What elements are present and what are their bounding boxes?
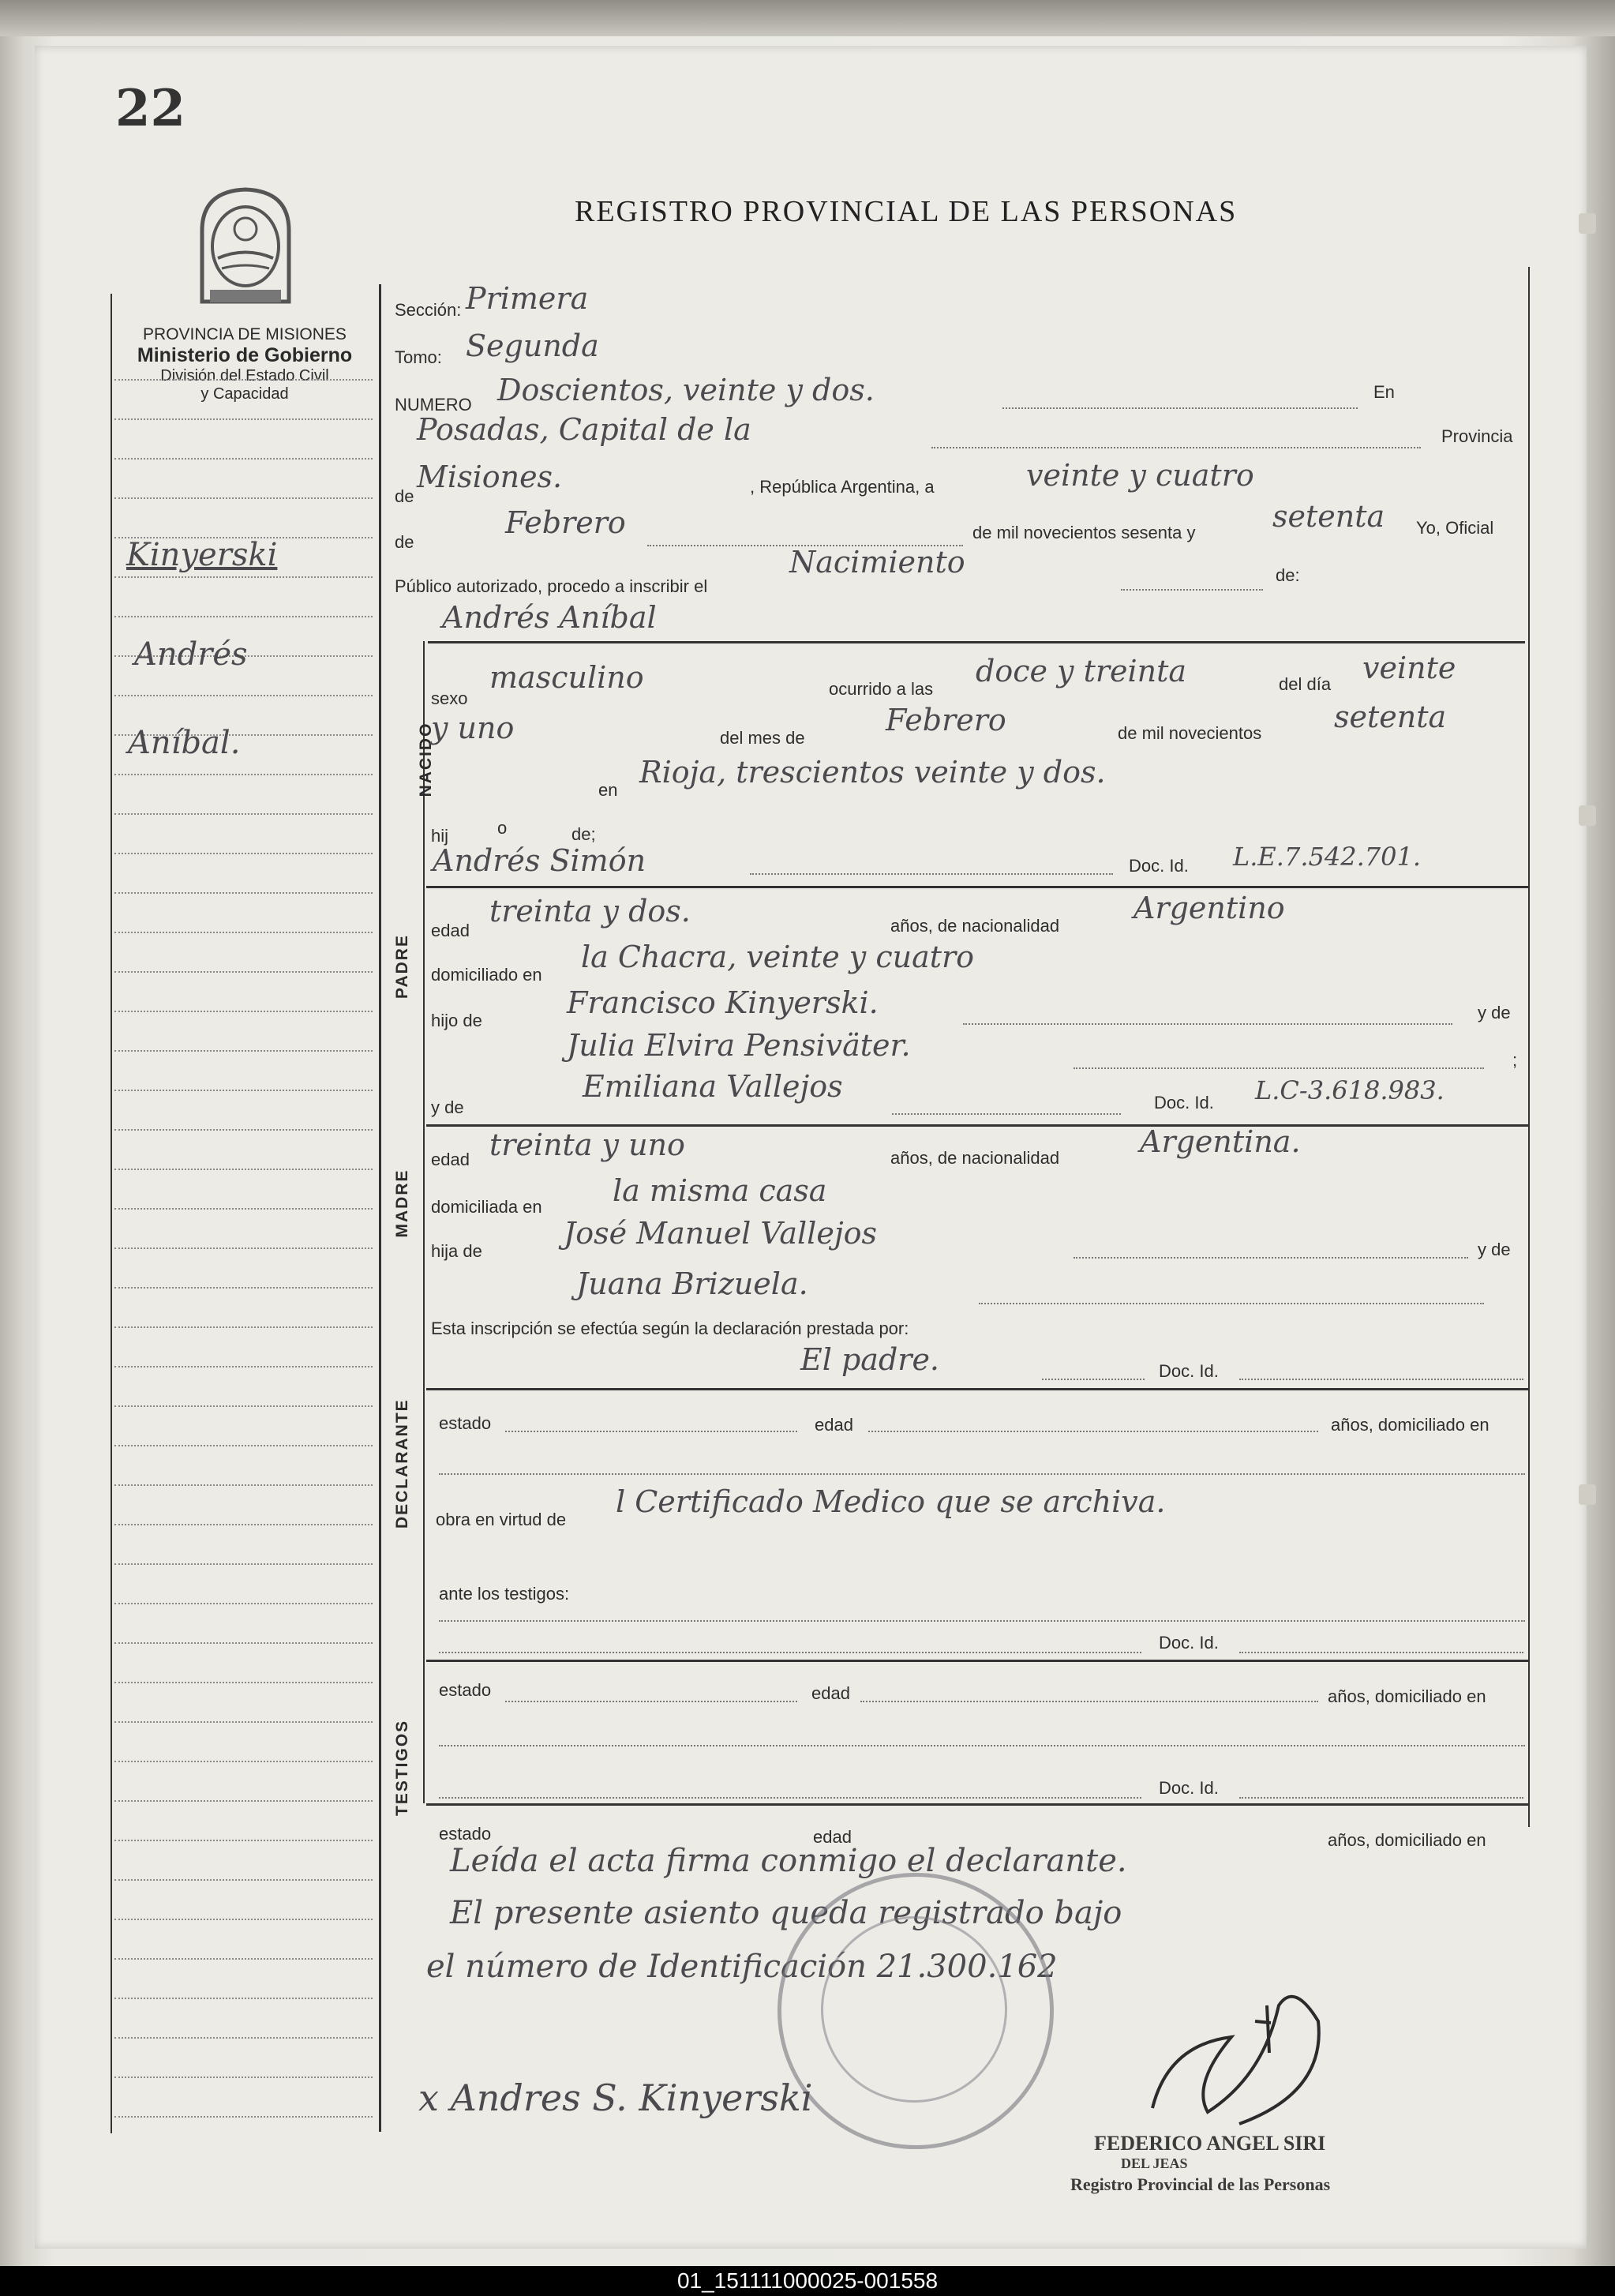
hijo-de-label: de; (571, 824, 596, 844)
margin-right-border (379, 284, 381, 2132)
dia-inscripcion: veinte y cuatro (1026, 458, 1254, 493)
padre-doc-value: L.E.7.542.701. (1233, 842, 1421, 872)
tomo-value: Segunda (466, 328, 599, 363)
testigo2-estado-label: estado (439, 1824, 492, 1844)
madre-y-de-label: y de (431, 1097, 464, 1117)
del-dia-label: del día (1279, 674, 1332, 694)
margin-name-2: Aníbal. (128, 725, 241, 761)
declarante-edad-label: edad (815, 1415, 853, 1435)
margin-ruled-line (114, 1169, 373, 1170)
de-colon-label: de: (1276, 565, 1300, 585)
margin-ruled-line (114, 1761, 373, 1762)
testigo1-doc-label: Doc. Id. (1159, 1633, 1219, 1653)
official-signature (1137, 1974, 1350, 2132)
declarante-anios-label: años, domiciliado en (1331, 1415, 1489, 1435)
madre-y-de-label-2: y de (1478, 1240, 1511, 1259)
declarante-obra-value: l Certificado Medico que se archiva. (616, 1484, 1166, 1519)
en-lugar-label: en (598, 780, 618, 800)
mes-label: del mes de (720, 728, 805, 748)
madre-domicilio: la misma casa (613, 1173, 827, 1208)
margin-ruled-line (114, 379, 373, 381)
margin-ruled-line (114, 853, 373, 854)
sexo-label: sexo (431, 688, 468, 708)
registry-seal-inner (821, 1916, 1007, 2103)
binding-stitch (1579, 213, 1596, 234)
official-registry: Registro Provincial de las Personas (1070, 2174, 1331, 2194)
madre-nac-label: años, de nacionalidad (890, 1148, 1060, 1168)
testigo1-edad-label: edad (811, 1683, 850, 1703)
margin-ruled-line (114, 1642, 373, 1644)
margin-ruled-line (114, 576, 373, 578)
padre-nombre: Andrés Simón (433, 843, 646, 878)
testigo2-edad-label: edad (813, 1827, 852, 1847)
declarante-ante-label: ante los testigos: (439, 1584, 570, 1604)
section-label-border (423, 641, 425, 1803)
republica-label: , República Argentina, a (750, 477, 935, 497)
section-rule (426, 1660, 1528, 1662)
image-id-footer: 01_151111000025-001558 (0, 2266, 1615, 2296)
margin-ruled-line (114, 1208, 373, 1210)
tomo-label: Tomo: (395, 347, 442, 367)
testigos-section-label: TESTIGOS (393, 1719, 411, 1816)
margin-ruled-line (114, 1603, 373, 1604)
margin-ruled-line (114, 1287, 373, 1289)
margin-ruled-line (114, 1524, 373, 1525)
madre-dom-label: domiciliada en (431, 1197, 542, 1217)
acto-value: Nacimiento (789, 545, 965, 580)
lugar-value: Posadas, Capital de la (417, 412, 751, 447)
binding-stitch (1579, 1484, 1596, 1505)
madre-hija-de-label: hija de (431, 1241, 482, 1261)
province-name: PROVINCIA DE MISIONES (143, 325, 347, 343)
closing-line-2: El presente asiento queda registrado bajo (450, 1895, 1122, 1931)
ocurrido-label: ocurrido a las (829, 679, 934, 699)
margin-ruled-line (114, 971, 373, 973)
margin-ruled-line (114, 418, 373, 420)
hora-value: doce y treinta (976, 654, 1187, 688)
margin-ruled-line (114, 1326, 373, 1328)
madre-doc-value: L.C-3.618.983. (1255, 1075, 1445, 1105)
margin-ruled-line (114, 1090, 373, 1091)
margin-ruled-line (114, 1445, 373, 1446)
anio-inscripcion: setenta (1272, 499, 1385, 534)
declarante-section-label: DECLARANTE (393, 1398, 411, 1529)
margin-ruled-line (114, 1682, 373, 1683)
margin-ruled-line (114, 1879, 373, 1881)
testigo1-estado-label: estado (439, 1680, 492, 1700)
padre-semicolon: ; (1512, 1050, 1518, 1070)
section-rule (426, 1124, 1528, 1127)
padre-section-label: PADRE (393, 934, 411, 999)
seccion-value: Primera (466, 281, 589, 316)
declarant-signature: x Andres S. Kinyerski (418, 2077, 813, 2119)
margin-ruled-line (114, 695, 373, 696)
testigo1-anios-label: años, domiciliado en (1328, 1686, 1486, 1706)
margin-ruled-line (114, 813, 373, 815)
padre-hijo-de: Francisco Kinyerski. (567, 985, 879, 1020)
padre-y-de-label: y de (1478, 1003, 1511, 1022)
closing-line-3: el número de Identificación 21.300.162 (426, 1949, 1058, 1985)
provincia-label: Provincia (1441, 426, 1513, 446)
declarante-obra-label: obra en virtud de (436, 1510, 567, 1529)
margin-left-border (111, 294, 112, 2133)
division-name-cont: y Capacidad (200, 385, 289, 403)
margin-ruled-line (114, 892, 373, 894)
anio-nac-label: de mil novecientos (1118, 723, 1262, 743)
margin-ruled-line (114, 2116, 373, 2118)
publico-label: Público autorizado, procedo a inscribir el (395, 576, 708, 596)
margin-ruled-line (114, 1800, 373, 1802)
en-label: En (1373, 382, 1395, 402)
madre-nacionalidad: Argentina. (1140, 1124, 1301, 1159)
padre-nac-label: años, de nacionalidad (890, 916, 1060, 936)
margin-ruled-line (114, 1405, 373, 1407)
declarante-nombre: El padre. (800, 1342, 940, 1377)
madre-hija-de: José Manuel Vallejos (564, 1216, 877, 1251)
madre-nombre: Emiliana Vallejos (583, 1069, 843, 1104)
coat-of-arms-icon (186, 183, 305, 317)
margin-ruled-line (114, 932, 373, 933)
ministry-name: Ministerio de Gobierno (137, 344, 353, 366)
margin-ruled-line (114, 1998, 373, 1999)
margin-ruled-line (114, 1919, 373, 1920)
official-title: DEL JEAS (1121, 2155, 1188, 2171)
anio-label: de mil novecientos sesenta y (972, 523, 1196, 542)
nacido-section-label: NACIDO (417, 722, 435, 797)
padre-edad-value: treinta y dos. (489, 894, 691, 929)
numero-label: NUMERO (395, 395, 472, 415)
padre-nacionalidad: Argentino (1133, 891, 1285, 925)
margin-ruled-line (114, 616, 373, 617)
provincia-value: Misiones. (417, 460, 563, 494)
margin-ruled-line (114, 2037, 373, 2039)
dia-value-cont: y uno (431, 711, 515, 745)
dia-value: veinte (1362, 651, 1456, 685)
page-title: REGISTRO PROVINCIAL DE LAS PERSONAS (575, 195, 1238, 228)
margin-ruled-line (114, 774, 373, 775)
seccion-label: Sección: (395, 300, 462, 320)
section-rule (428, 641, 1525, 643)
madre-madre-de: Juana Brizuela. (576, 1266, 808, 1301)
padre-madre-de: Julia Elvira Pensiväter. (567, 1028, 911, 1063)
division-name: División del Estado Civil (160, 367, 329, 385)
margin-ruled-line (114, 2077, 373, 2078)
page-number: 22 (115, 79, 186, 138)
madre-edad-label: edad (431, 1150, 470, 1169)
padre-edad-label: edad (431, 921, 470, 940)
de-label-2: de (395, 532, 414, 552)
padre-dom-label: domiciliado en (431, 965, 542, 985)
testigo2-doc-label: Doc. Id. (1159, 1778, 1219, 1798)
padre-doc-label: Doc. Id. (1129, 856, 1189, 876)
book-cover-edge (0, 0, 1615, 36)
ministry-block (111, 325, 379, 403)
margin-surname: Kinyerski (126, 537, 278, 573)
official-name: FEDERICO ANGEL SIRI (1094, 2132, 1326, 2155)
padre-hijo-de-label: hijo de (431, 1011, 482, 1030)
margin-ruled-line (114, 1840, 373, 1841)
anio-nac-value: setenta (1334, 700, 1447, 734)
yo-oficial-label: Yo, Oficial (1416, 518, 1494, 538)
margin-ruled-line (114, 1050, 373, 1052)
margin-ruled-line (114, 1721, 373, 1723)
margin-ruled-line (114, 1484, 373, 1486)
closing-line-1: Leída el acta firma conmigo el declarante. (450, 1843, 1127, 1879)
margin-ruled-line (114, 1129, 373, 1131)
section-rule (426, 886, 1528, 888)
hijo-suffix: o (497, 818, 508, 838)
mes-inscripcion: Febrero (505, 505, 626, 540)
margin-ruled-line (114, 458, 373, 460)
inscripto-name: Andrés Aníbal (442, 600, 657, 635)
numero-value: Doscientos, veinte y dos. (497, 373, 875, 407)
form-right-border (1528, 267, 1530, 1827)
mes-value: Febrero (886, 703, 1006, 737)
margin-ruled-line (114, 1247, 373, 1249)
section-rule (426, 1803, 1528, 1806)
margin-ruled-line (114, 1563, 373, 1565)
declarante-intro: Esta inscripción se efectúa según la declaración prestada por: (431, 1319, 909, 1338)
declarante-doc-label: Doc. Id. (1159, 1361, 1219, 1381)
margin-name-1: Andrés (134, 636, 248, 673)
padre-domicilio: la Chacra, veinte y cuatro (581, 940, 975, 974)
margin-ruled-line (114, 497, 373, 499)
lugar-nacimiento: Rioja, trescientos veinte y dos. (639, 755, 1106, 790)
testigo2-anios-label: años, domiciliado en (1328, 1830, 1486, 1850)
margin-ruled-line (114, 1011, 373, 1012)
binding-stitch (1579, 805, 1596, 826)
madre-doc-label: Doc. Id. (1154, 1093, 1214, 1112)
section-rule (426, 1388, 1528, 1390)
margin-ruled-line (114, 1958, 373, 1960)
de-label: de (395, 486, 414, 506)
margin-ruled-line (114, 1366, 373, 1367)
madre-edad-value: treinta y uno (489, 1127, 685, 1162)
madre-section-label: MADRE (393, 1169, 411, 1238)
sexo-value: masculino (489, 660, 644, 695)
hijo-label: hij (431, 826, 449, 846)
declarante-estado-label: estado (439, 1413, 492, 1433)
